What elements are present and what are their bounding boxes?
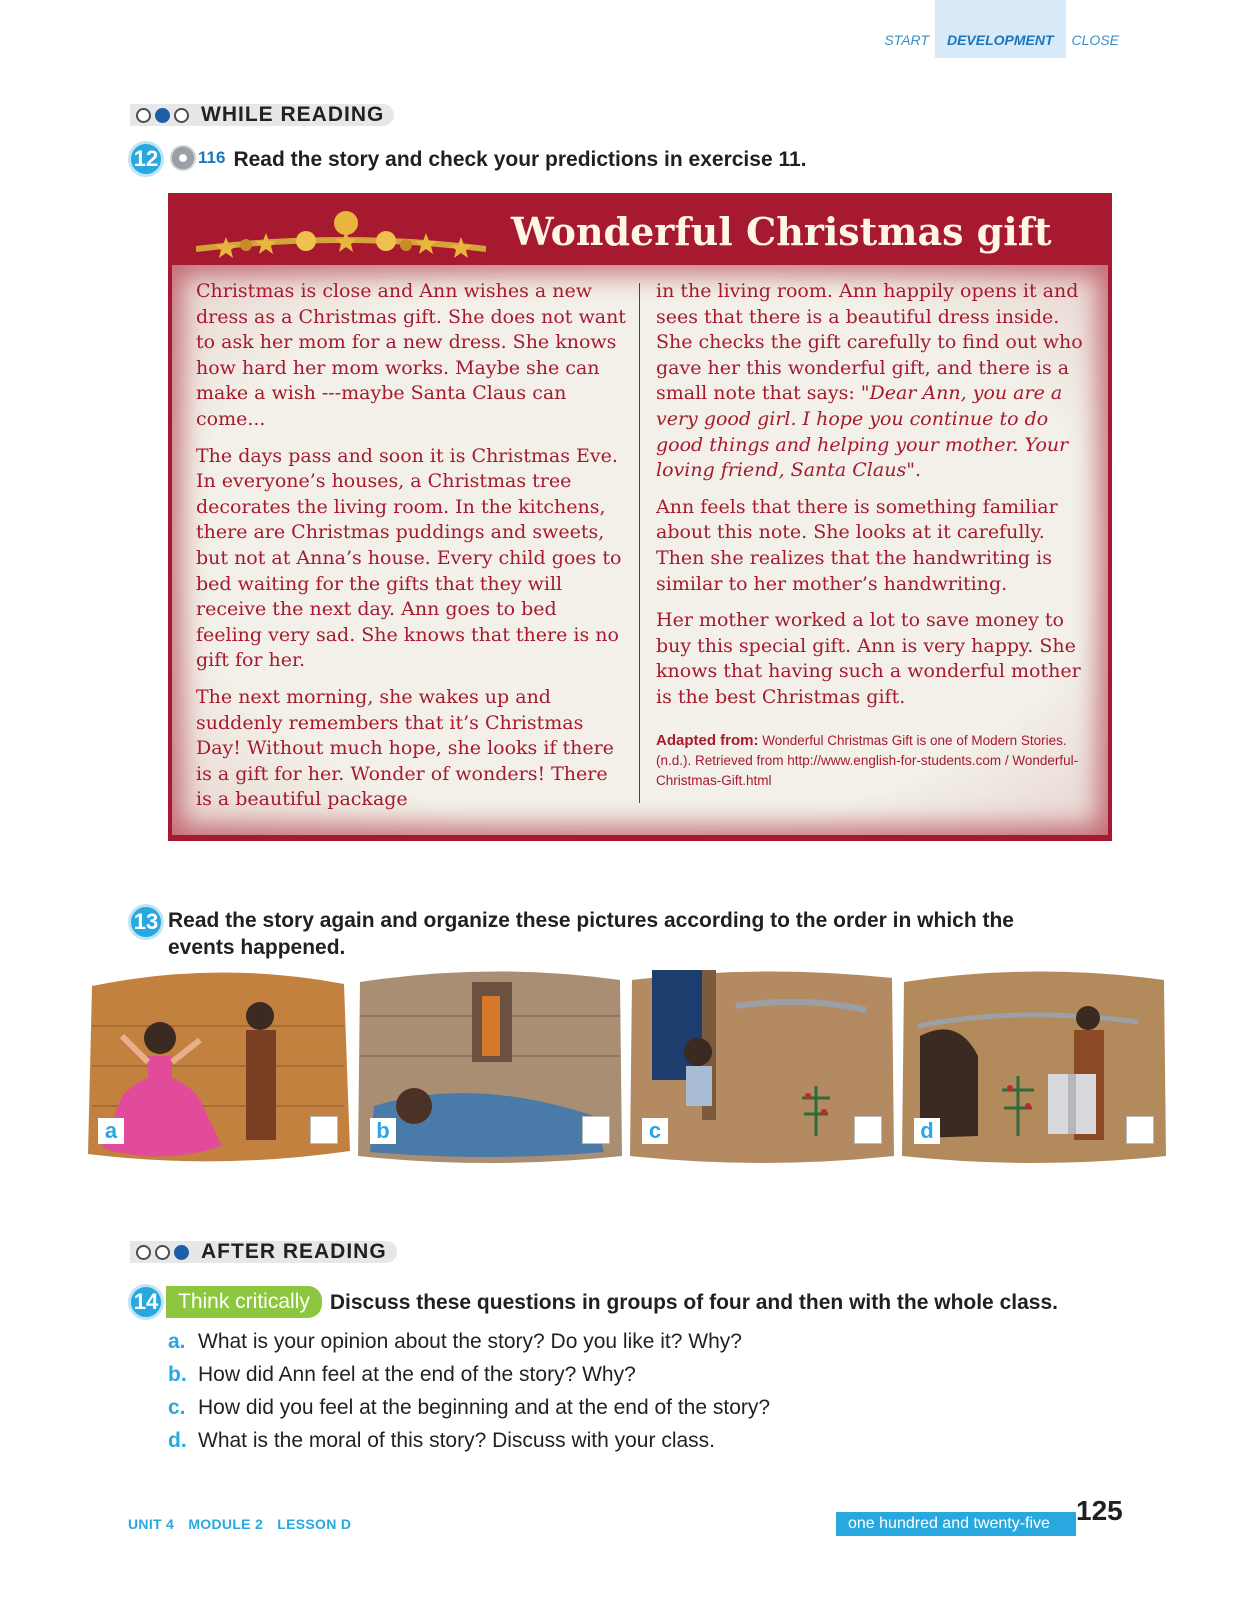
exercise-number: 13	[128, 904, 164, 940]
section-title: WHILE READING	[201, 103, 385, 126]
citation-text: Wonderful Christmas Gift is one of Modern Stories. (n.d.). Retrieved from http://www.english-for-students.com / Wonderful-Christmas-Gift.html	[656, 732, 1079, 788]
question-letter: c.	[168, 1396, 186, 1419]
question-list	[168, 1325, 770, 1457]
exercise-12	[128, 141, 807, 177]
story-paragraph: Her mother worked a lot to save money to buy this special gift. Ann is very happy. She knows that having such a wonderful mother is the best Christmas gift.	[656, 609, 1081, 708]
page-number: 125	[1076, 1495, 1123, 1526]
exercise-number: 12	[128, 141, 164, 177]
question-text: How did Ann feel at the end of the story? Why?	[198, 1363, 636, 1386]
picture-letter: a	[98, 1118, 124, 1144]
picture-letter: c	[642, 1118, 668, 1144]
dot-active-icon	[155, 108, 170, 123]
stage-start: START	[884, 32, 929, 48]
exercise-14	[128, 1284, 1058, 1320]
footer-lesson: LESSON D	[277, 1516, 352, 1532]
christmas-garland-icon	[196, 209, 486, 261]
story-body	[172, 265, 1108, 835]
exercise-instruction: Read the story again and organize these pictures according to the order in which the events happened.	[168, 909, 1014, 959]
picture-b	[354, 966, 626, 1166]
exercise-instruction: Read the story and check your predictions in exercise 11.	[233, 148, 807, 171]
dot-icon	[136, 1245, 151, 1260]
story-box	[168, 193, 1112, 841]
footer-module: MODULE 2	[188, 1516, 264, 1532]
question-text: What is your opinion about the story? Do you like it? Why?	[198, 1330, 742, 1353]
story-text: in the living room. Ann happily opens it and sees that there is a beautiful dress inside. She checks the gift carefully to find out who gave her this wonderful gift, and there is a small note that says:	[656, 280, 1083, 405]
dot-active-icon	[174, 1245, 189, 1260]
picture-a	[82, 966, 354, 1166]
question-letter: b.	[168, 1363, 187, 1386]
dot-icon	[136, 108, 151, 123]
story-paragraph	[656, 279, 1086, 484]
while-reading-header	[130, 104, 394, 126]
picture-c	[626, 966, 898, 1166]
footer-breadcrumb	[128, 1516, 361, 1532]
question-text: How did you feel at the beginning and at the end of the story?	[198, 1396, 771, 1419]
footer-unit: UNIT 4	[128, 1516, 175, 1532]
story-column-right	[656, 279, 1086, 791]
picture-strip	[82, 966, 1167, 1171]
after-reading-header	[130, 1241, 397, 1263]
progress-dots	[130, 1245, 189, 1260]
story-paragraph: The days pass and soon it is Christmas Eve. In everyone’s houses, a Christmas tree decorates the living room. In the kitchens, there are Christmas puddings and sweets, but not at Anna’s house. Every child goes to bed waiting for the gifts that they will receive the next day. Ann goes to bed feeling very sad. She knows that there is no gift for her.	[196, 444, 622, 672]
question-item	[168, 1391, 770, 1424]
story-paragraph: Christmas is close and Ann wishes a new dress as a Christmas gift. She does not want to ask her mom for a new dress. She knows how hard her mom works. Maybe she can make a wish ---maybe Santa Claus can come...	[196, 280, 626, 430]
picture-d	[898, 966, 1170, 1166]
question-letter: a.	[168, 1330, 186, 1353]
citation-label: Adapted from:	[656, 731, 759, 749]
stage-nav	[878, 0, 1125, 58]
picture-letter: d	[914, 1118, 940, 1144]
source-citation	[656, 731, 1086, 791]
question-item	[168, 1424, 770, 1457]
story-paragraph: The next morning, she wakes up and suddenly remembers that it’s Christmas Day! Without much hope, she looks if there is a gift for her. Wonder of wonders! There is a beautiful package	[196, 685, 614, 811]
page-number-words: one hundred and twenty-five	[836, 1512, 1076, 1536]
santa-note: "Dear Ann, you are a very good girl. I hope you continue to do good things and helping your mother. Your loving friend, Santa Claus"	[656, 382, 1069, 482]
answer-box[interactable]	[582, 1116, 610, 1144]
answer-box[interactable]	[1126, 1116, 1154, 1144]
column-divider	[639, 283, 640, 803]
picture-letter: b	[370, 1118, 396, 1144]
question-letter: d.	[168, 1429, 187, 1452]
story-paragraph: Ann feels that there is something familiar about this note. She looks at it carefully. Then she realizes that the handwriting is similar to her mother’s handwriting.	[656, 495, 1058, 595]
story-header	[168, 193, 1112, 265]
cd-icon	[170, 145, 196, 171]
track-number: 116	[198, 148, 226, 167]
progress-dots	[130, 108, 189, 123]
exercise-13	[128, 904, 1028, 961]
question-text: What is the moral of this story? Discuss with your class.	[198, 1429, 715, 1452]
story-text: .	[914, 459, 921, 482]
stage-close: CLOSE	[1071, 32, 1119, 48]
exercise-instruction: Discuss these questions in groups of four and then with the whole class.	[329, 1290, 1058, 1314]
question-item	[168, 1358, 770, 1391]
answer-box[interactable]	[310, 1116, 338, 1144]
question-item	[168, 1325, 770, 1358]
dot-icon	[174, 108, 189, 123]
story-column-left	[196, 279, 626, 824]
think-critically-badge: Think critically	[166, 1286, 322, 1318]
dot-icon	[155, 1245, 170, 1260]
audio-track[interactable]	[170, 145, 225, 171]
section-title: AFTER READING	[201, 1240, 387, 1263]
exercise-number: 14	[128, 1284, 164, 1320]
story-title: Wonderful Christmas gift	[511, 209, 1052, 254]
stage-development: DEVELOPMENT	[935, 0, 1066, 58]
answer-box[interactable]	[854, 1116, 882, 1144]
